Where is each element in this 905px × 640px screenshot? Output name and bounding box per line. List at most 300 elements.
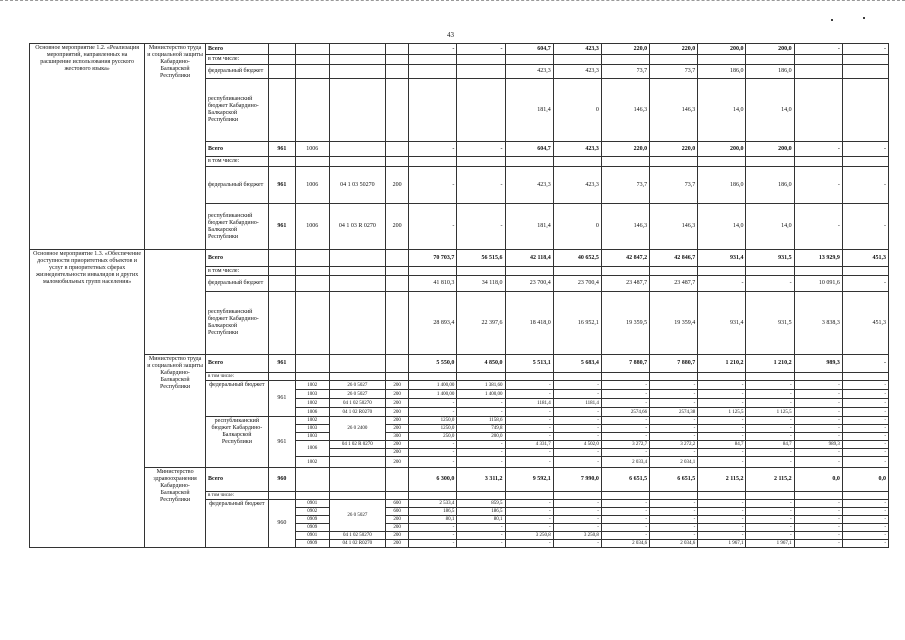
csr-code	[329, 65, 386, 79]
value-cell: -	[794, 508, 842, 516]
value-cell: 2 034,6	[601, 540, 649, 548]
value-cell: 22 397,6	[457, 292, 505, 355]
value-cell: 1 400,00	[409, 381, 457, 390]
value-cell: -	[746, 390, 794, 399]
value-cell: -	[842, 524, 888, 532]
vr-code: 200	[386, 381, 409, 390]
value-cell: 200,0	[698, 44, 746, 55]
value-cell	[794, 55, 842, 65]
value-cell: 186,0	[746, 167, 794, 204]
value-cell: 186,5	[457, 508, 505, 516]
source-label: Всего	[205, 44, 268, 55]
value-cell: 451,3	[842, 250, 888, 267]
value-cell: -	[553, 516, 601, 524]
value-cell	[329, 373, 386, 381]
rzpr-code	[296, 44, 330, 55]
value-cell: -	[553, 540, 601, 548]
value-cell	[842, 373, 888, 381]
value-cell: -	[650, 524, 698, 532]
value-cell: -	[698, 433, 746, 441]
value-cell: 3 838,3	[794, 292, 842, 355]
value-cell: 42 118,4	[505, 250, 553, 267]
value-cell: -	[842, 167, 888, 204]
value-cell: 5 683,4	[553, 355, 601, 373]
table-row	[30, 250, 889, 267]
value-cell	[794, 65, 842, 79]
value-cell	[650, 157, 698, 167]
value-cell: -	[409, 441, 457, 449]
value-cell: -	[794, 532, 842, 540]
value-cell: -	[409, 167, 457, 204]
rzpr-code	[296, 55, 330, 65]
csr-code	[329, 457, 386, 468]
value-cell: -	[842, 44, 888, 55]
value-cell: -	[457, 532, 505, 540]
value-cell: 0	[553, 204, 601, 250]
value-cell: -	[553, 390, 601, 399]
value-cell: -	[650, 381, 698, 390]
value-cell: -	[601, 425, 649, 433]
value-cell: -	[553, 500, 601, 508]
vr-code: 200	[386, 399, 409, 408]
rzpr-code	[296, 79, 330, 142]
value-cell	[409, 492, 457, 500]
value-cell: -	[650, 390, 698, 399]
value-cell	[746, 267, 794, 276]
source-label: республиканский бюджет Кабардино-Балкарской Республики	[205, 79, 268, 142]
vr-code	[386, 250, 409, 267]
value-cell: -	[601, 381, 649, 390]
csr-code: 04 1 02 50270	[329, 532, 386, 540]
value-cell: -	[842, 433, 888, 441]
value-cell: 34 118,0	[457, 276, 505, 292]
value-cell: 423,3	[505, 65, 553, 79]
source-label: федеральный бюджет	[205, 65, 268, 79]
value-cell: -	[553, 408, 601, 417]
value-cell	[601, 373, 649, 381]
executor-cell	[145, 250, 206, 355]
value-cell: -	[698, 417, 746, 425]
vr-code	[386, 65, 409, 79]
value-cell	[698, 492, 746, 500]
source-label: республиканский бюджет Кабардино-Балкарской Республики	[205, 417, 268, 468]
value-cell	[296, 373, 330, 381]
value-cell: -	[601, 390, 649, 399]
csr-code	[329, 142, 386, 157]
rzpr-code: 0909	[296, 540, 330, 548]
value-cell: -	[601, 399, 649, 408]
value-cell: 146,3	[650, 79, 698, 142]
value-cell: -	[698, 399, 746, 408]
value-cell	[386, 373, 409, 381]
scan-speck	[831, 19, 833, 21]
rzpr-code	[296, 65, 330, 79]
value-cell: 2 115,2	[698, 468, 746, 492]
value-cell: -	[553, 433, 601, 441]
vr-code: 200	[386, 524, 409, 532]
value-cell: -	[650, 433, 698, 441]
value-cell: -	[794, 44, 842, 55]
rzpr-code: 0909	[296, 516, 330, 524]
rzpr-code: 1006	[296, 441, 330, 457]
rzpr-code: 1002	[296, 457, 330, 468]
value-cell: 4 331,7	[505, 441, 553, 449]
source-label: в том числе:	[205, 492, 268, 500]
value-cell: 4 850,0	[457, 355, 505, 373]
value-cell	[794, 157, 842, 167]
rzpr-code: 1006	[296, 142, 330, 157]
value-cell: -	[746, 399, 794, 408]
value-cell: 14,0	[698, 204, 746, 250]
vr-code: 200	[386, 167, 409, 204]
value-cell: 3 272,7	[601, 441, 649, 449]
rzpr-code: 1003	[296, 433, 330, 441]
value-cell	[698, 267, 746, 276]
value-cell	[601, 55, 649, 65]
value-cell: -	[505, 516, 553, 524]
value-cell	[650, 492, 698, 500]
rzpr-code: 1006	[296, 408, 330, 417]
vr-code: 200	[386, 417, 409, 425]
scan-top-edge	[0, 0, 905, 5]
value-cell: 73,7	[601, 167, 649, 204]
csr-code: 04 1 02 R 0270	[329, 441, 386, 449]
executor-cell: Министерство труда и социальной защиты Кабардино-Балкарской Республики	[145, 44, 206, 250]
source-label: в том числе:	[205, 267, 268, 276]
value-cell: -	[650, 500, 698, 508]
executor-cell: Министерство труда и социальной защиты Кабардино-Балкарской Республики	[145, 355, 206, 468]
value-cell: 18 418,0	[505, 292, 553, 355]
value-cell	[553, 55, 601, 65]
value-cell: -	[794, 449, 842, 457]
value-cell: 14,0	[746, 204, 794, 250]
value-cell: -	[553, 449, 601, 457]
value-cell: -	[505, 390, 553, 399]
value-cell: -	[746, 508, 794, 516]
value-cell: -	[794, 540, 842, 548]
vr-code: 200	[386, 457, 409, 468]
executor-cell: Министерство здравоохранения Кабардино-Балкарской Республики	[145, 468, 206, 548]
value-cell: 7 990,0	[553, 468, 601, 492]
value-cell: 56 515,6	[457, 250, 505, 267]
vr-code: 200	[386, 425, 409, 433]
vr-code	[386, 55, 409, 65]
value-cell	[842, 157, 888, 167]
value-cell: -	[505, 508, 553, 516]
value-cell: -	[650, 508, 698, 516]
csr-code: 04 1 02 50270	[329, 399, 386, 408]
source-label: в том числе:	[205, 373, 268, 381]
value-cell: 19 359,4	[650, 292, 698, 355]
rzpr-code: 1006	[296, 167, 330, 204]
value-cell: -	[842, 408, 888, 417]
csr-code	[329, 292, 386, 355]
value-cell: 1181,4	[505, 399, 553, 408]
vr-code	[386, 157, 409, 167]
value-cell: 1 381,60	[457, 381, 505, 390]
vr-code	[386, 44, 409, 55]
grbs-code	[268, 44, 295, 55]
value-cell	[268, 492, 295, 500]
value-cell: 4 502,0	[553, 441, 601, 449]
value-cell: -	[842, 142, 888, 157]
value-cell: -	[601, 516, 649, 524]
rzpr-code: 0902	[296, 508, 330, 516]
value-cell: 181,4	[505, 204, 553, 250]
value-cell: -	[505, 417, 553, 425]
value-cell: 16 952,1	[553, 292, 601, 355]
csr-code	[329, 55, 386, 65]
value-cell: -	[794, 425, 842, 433]
value-cell	[698, 55, 746, 65]
value-cell: -	[457, 457, 505, 468]
value-cell: 0,0	[842, 468, 888, 492]
csr-code	[329, 250, 386, 267]
value-cell: 6 651,5	[601, 468, 649, 492]
value-cell: -	[553, 508, 601, 516]
vr-code: 200	[386, 449, 409, 457]
value-cell: 859,5	[457, 500, 505, 508]
value-cell	[505, 267, 553, 276]
value-cell: -	[505, 381, 553, 390]
value-cell: -	[794, 167, 842, 204]
value-cell: -	[409, 540, 457, 548]
vr-code: 600	[386, 508, 409, 516]
value-cell: -	[409, 408, 457, 417]
value-cell: -	[553, 425, 601, 433]
value-cell: 931,5	[746, 250, 794, 267]
value-cell: -	[553, 417, 601, 425]
value-cell: -	[553, 381, 601, 390]
value-cell: -	[746, 276, 794, 292]
value-cell: 14,0	[698, 79, 746, 142]
grbs-code: 960	[268, 500, 295, 548]
value-cell: 7 880,7	[601, 355, 649, 373]
value-cell	[409, 373, 457, 381]
value-cell: -	[746, 381, 794, 390]
value-cell	[409, 267, 457, 276]
value-cell	[457, 373, 505, 381]
value-cell: -	[698, 457, 746, 468]
value-cell: -	[794, 433, 842, 441]
value-cell: -	[794, 142, 842, 157]
value-cell	[842, 267, 888, 276]
source-label: федеральный бюджет	[205, 167, 268, 204]
value-cell	[698, 157, 746, 167]
vr-code	[386, 355, 409, 373]
value-cell: 423,3	[553, 65, 601, 79]
vr-code	[386, 292, 409, 355]
value-cell: 2574,38	[650, 408, 698, 417]
rzpr-code	[296, 267, 330, 276]
value-cell: -	[457, 167, 505, 204]
value-cell: 604,7	[505, 44, 553, 55]
value-cell	[746, 492, 794, 500]
value-cell: 423,3	[553, 167, 601, 204]
value-cell: 1 125,5	[746, 408, 794, 417]
value-cell: -	[842, 381, 888, 390]
csr-code	[329, 44, 386, 55]
value-cell: -	[409, 532, 457, 540]
value-cell: 146,3	[650, 204, 698, 250]
value-cell: 250,0	[409, 433, 457, 441]
value-cell: -	[553, 524, 601, 532]
value-cell: 423,3	[505, 167, 553, 204]
grbs-code	[268, 250, 295, 267]
value-cell: -	[601, 449, 649, 457]
value-cell	[650, 55, 698, 65]
value-cell: -	[650, 516, 698, 524]
value-cell: 200,0	[746, 44, 794, 55]
value-cell: 220,0	[601, 44, 649, 55]
value-cell: 70 703,7	[409, 250, 457, 267]
value-cell: 0	[553, 79, 601, 142]
page-number: 43	[447, 31, 454, 39]
value-cell	[505, 373, 553, 381]
value-cell: -	[601, 532, 649, 540]
value-cell: 1250,0	[409, 417, 457, 425]
value-cell: -	[409, 204, 457, 250]
value-cell	[553, 157, 601, 167]
value-cell	[505, 55, 553, 65]
value-cell: -	[505, 457, 553, 468]
value-cell	[457, 79, 505, 142]
value-cell: -	[505, 433, 553, 441]
value-cell	[505, 157, 553, 167]
csr-code: 26 0 5027	[329, 500, 386, 532]
vr-code: 200	[386, 408, 409, 417]
value-cell: 10 091,6	[794, 276, 842, 292]
rzpr-code	[296, 355, 330, 373]
value-cell: 186,5	[409, 508, 457, 516]
value-cell: -	[698, 532, 746, 540]
value-cell: 200,0	[698, 142, 746, 157]
value-cell: 13 929,9	[794, 250, 842, 267]
scan-speck	[863, 17, 865, 19]
value-cell: -	[842, 204, 888, 250]
csr-code: 26 0 5027	[329, 390, 386, 399]
value-cell: -	[457, 540, 505, 548]
vr-code	[386, 79, 409, 142]
value-cell: -	[746, 457, 794, 468]
value-cell: -	[650, 425, 698, 433]
value-cell	[457, 267, 505, 276]
csr-code	[329, 157, 386, 167]
value-cell: -	[842, 516, 888, 524]
grbs-code	[268, 276, 295, 292]
value-cell: 5 513,1	[505, 355, 553, 373]
value-cell: -	[794, 524, 842, 532]
value-cell: 23 700,4	[505, 276, 553, 292]
rzpr-code: 0909	[296, 524, 330, 532]
value-cell: -	[842, 390, 888, 399]
value-cell: -	[457, 408, 505, 417]
value-cell: -	[650, 417, 698, 425]
value-cell: 3 272,2	[650, 441, 698, 449]
value-cell: 41 810,3	[409, 276, 457, 292]
value-cell: 423,3	[553, 44, 601, 55]
grbs-code	[268, 55, 295, 65]
grbs-code	[268, 65, 295, 79]
grbs-code	[268, 79, 295, 142]
value-cell: 14,0	[746, 79, 794, 142]
rzpr-code: 1002	[296, 381, 330, 390]
value-cell: 186,0	[698, 167, 746, 204]
value-cell: -	[794, 500, 842, 508]
value-cell	[650, 267, 698, 276]
value-cell: -	[698, 381, 746, 390]
value-cell	[842, 65, 888, 79]
value-cell: -	[842, 500, 888, 508]
value-cell: -	[746, 433, 794, 441]
value-cell: -	[457, 524, 505, 532]
value-cell	[329, 492, 386, 500]
value-cell: -	[457, 399, 505, 408]
vr-code	[386, 468, 409, 492]
value-cell	[698, 373, 746, 381]
value-cell: 5 550,0	[409, 355, 457, 373]
value-cell: -	[505, 408, 553, 417]
value-cell	[457, 65, 505, 79]
value-cell: 146,3	[601, 204, 649, 250]
value-cell: 451,3	[842, 292, 888, 355]
grbs-code: 961	[268, 417, 295, 468]
value-cell: -	[746, 532, 794, 540]
value-cell: -	[650, 449, 698, 457]
value-cell: 423,3	[553, 142, 601, 157]
value-cell: -	[746, 425, 794, 433]
value-cell: -	[457, 142, 505, 157]
csr-code	[329, 267, 386, 276]
value-cell	[842, 492, 888, 500]
value-cell: 200,0	[746, 142, 794, 157]
value-cell: -	[746, 449, 794, 457]
vr-code: 200	[386, 516, 409, 524]
value-cell: -	[601, 524, 649, 532]
value-cell: 80,1	[457, 516, 505, 524]
table-row	[30, 44, 889, 55]
value-cell: -	[794, 417, 842, 425]
value-cell: 1 400,00	[409, 390, 457, 399]
source-label: федеральный бюджет	[205, 381, 268, 417]
value-cell: 2 034,6	[650, 540, 698, 548]
value-cell: 1 210,2	[746, 355, 794, 373]
main-activity-cell: Основное мероприятие 1.2. «Реализация мероприятий, направленных на расширение использования русского жестового языка»	[30, 44, 145, 250]
value-cell: 23 487,7	[601, 276, 649, 292]
value-cell: 1 125,5	[698, 408, 746, 417]
csr-code	[329, 276, 386, 292]
value-cell: -	[650, 532, 698, 540]
value-cell: 0,0	[794, 468, 842, 492]
value-cell: -	[505, 425, 553, 433]
value-cell: 84,7	[698, 441, 746, 449]
value-cell: 73,7	[601, 65, 649, 79]
value-cell: 40 652,5	[553, 250, 601, 267]
rzpr-code: 0901	[296, 532, 330, 540]
main-activity-cell: Основное мероприятие 1.3. «Обеспечение доступности приоритетных объектов и услуг в приоритетных сферах жизнедеятельности инвалидов и других маломобильных групп населения»	[30, 250, 145, 548]
rzpr-code: 1002	[296, 417, 330, 425]
value-cell: 2574,66	[601, 408, 649, 417]
value-cell	[457, 492, 505, 500]
value-cell: 28 893,4	[409, 292, 457, 355]
vr-code: 300	[386, 433, 409, 441]
vr-code: 200	[386, 390, 409, 399]
value-cell: -	[457, 44, 505, 55]
rzpr-code	[296, 250, 330, 267]
value-cell: 989,3	[794, 441, 842, 449]
value-cell: -	[505, 500, 553, 508]
value-cell: -	[794, 381, 842, 390]
